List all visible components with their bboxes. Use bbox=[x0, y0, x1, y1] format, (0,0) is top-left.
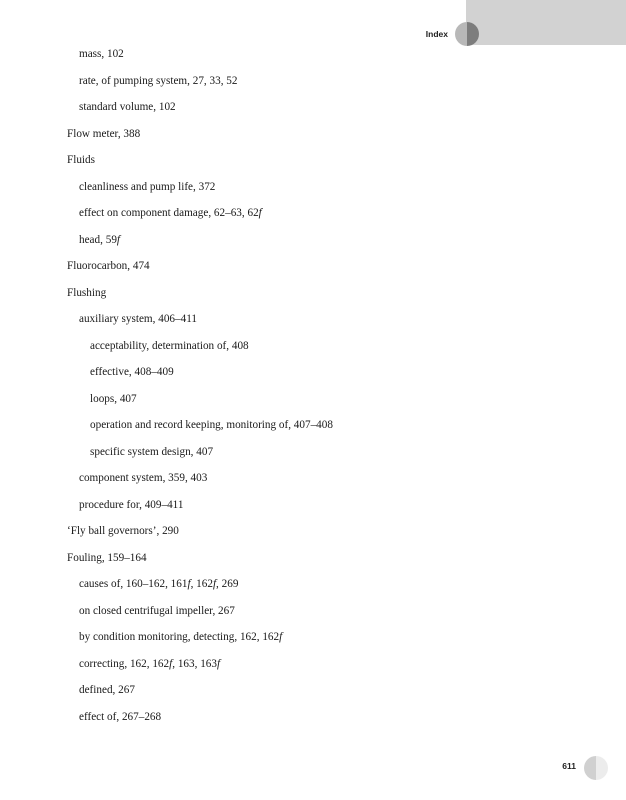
index-entry: causes of, 160–162, 161f, 162f, 269 bbox=[79, 578, 239, 590]
index-entry: operation and record keeping, monitoring of, 407–408 bbox=[90, 419, 333, 431]
index-entry: Fouling, 159–164 bbox=[67, 551, 147, 564]
index-entry: component system, 359, 403 bbox=[79, 472, 208, 484]
index-entry: Fluorocarbon, 474 bbox=[67, 260, 150, 272]
index-entry: Flushing bbox=[67, 286, 107, 299]
index-entry: head, 59f bbox=[79, 233, 121, 246]
page-number: 611 bbox=[562, 761, 576, 771]
header-band bbox=[466, 0, 626, 45]
index-entry: auxiliary system, 406–411 bbox=[79, 313, 197, 325]
index-entry: effective, 408–409 bbox=[90, 366, 174, 378]
index-entry: on closed centrifugal impeller, 267 bbox=[79, 604, 235, 617]
index-entry: specific system design, 407 bbox=[90, 445, 214, 458]
index-entry: effect on component damage, 62–63, 62f bbox=[79, 207, 262, 219]
index-entry: procedure for, 409–411 bbox=[79, 498, 184, 511]
index-entry: rate, of pumping system, 27, 33, 52 bbox=[79, 74, 238, 87]
thumb-tab-marker bbox=[455, 22, 479, 46]
index-entry: cleanliness and pump life, 372 bbox=[79, 180, 216, 193]
index-entry: Fluids bbox=[67, 154, 95, 166]
index-entry: ‘Fly ball governors’, 290 bbox=[67, 525, 179, 537]
running-header-label: Index bbox=[425, 29, 448, 39]
index-entry: effect of, 267–268 bbox=[79, 710, 162, 723]
index-entry: Flow meter, 388 bbox=[67, 127, 141, 140]
index-entry: loops, 407 bbox=[90, 392, 137, 405]
index-entry: defined, 267 bbox=[79, 684, 135, 696]
index-entry: correcting, 162, 162f, 163, 163f bbox=[79, 657, 221, 670]
index-entry: mass, 102 bbox=[79, 48, 124, 60]
footer-tab-marker bbox=[584, 756, 608, 780]
index-entry: standard volume, 102 bbox=[79, 101, 176, 113]
index-entry: acceptability, determination of, 408 bbox=[90, 339, 249, 352]
index-entry: by condition monitoring, detecting, 162, 162f bbox=[79, 631, 283, 643]
